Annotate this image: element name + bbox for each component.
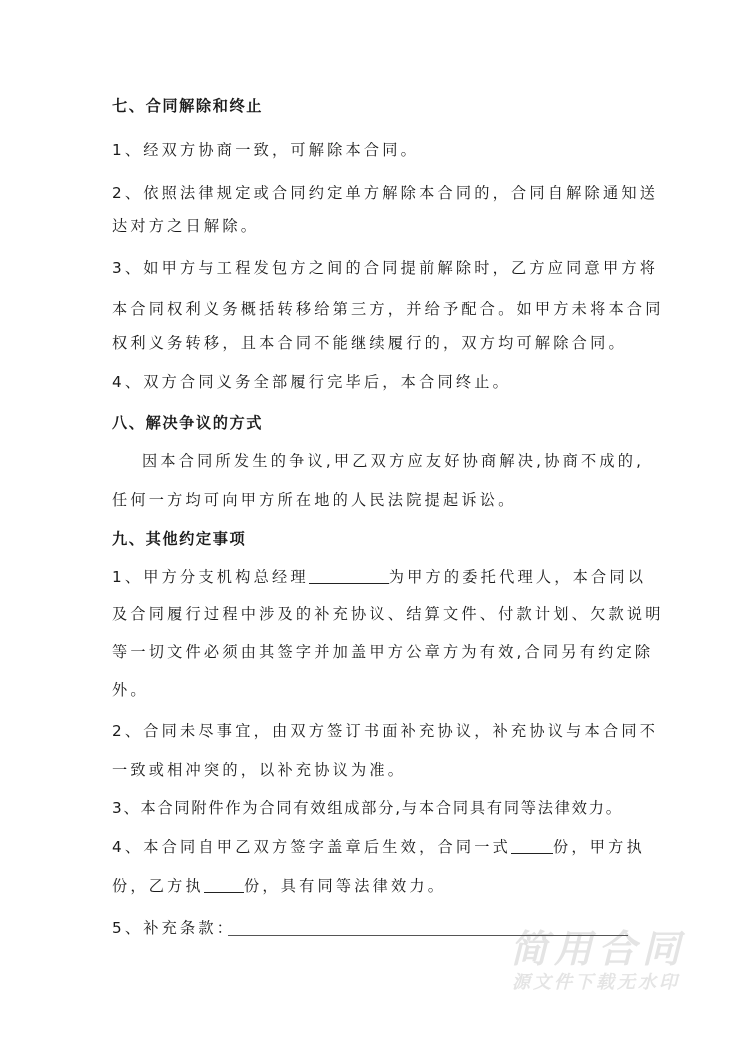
section-8-heading: 八、解决争议的方式: [112, 414, 264, 432]
section-9-item-2-line-1: 2、合同未尽事宜，由双方签订书面补充协议，补充协议与本合同不: [112, 722, 659, 740]
section-9-heading: 九、其他约定事项: [112, 530, 247, 548]
item-1-text-b: 为甲方的委托代理人，本合同以: [388, 568, 647, 586]
supplementary-terms-blank[interactable]: [228, 935, 628, 936]
agent-name-blank[interactable]: [309, 567, 389, 584]
watermark-title: 简用合同: [510, 927, 687, 971]
item-4-text-c: 份，乙方执: [112, 877, 204, 895]
section-9-item-1-line-1: [112, 567, 646, 587]
copies-party-b-blank[interactable]: [204, 876, 244, 893]
section-7-item-3-line-1: 3、如甲方与工程发包方之间的合同提前解除时，乙方应同意甲方将: [112, 259, 659, 277]
section-9-item-1-line-2: 及合同履行过程中涉及的补充协议、结算文件、付款计划、欠款说明: [112, 605, 664, 623]
item-4-text-a: 4、本合同自甲乙双方签字盖章后生效，合同一式: [112, 838, 512, 856]
section-8-paragraph-line-1: 因本合同所发生的争议,甲乙双方应友好协商解决,协商不成的,: [142, 452, 645, 470]
section-7-item-1: 1、经双方协商一致，可解除本合同。: [112, 141, 420, 159]
item-4-text-d: 份，具有同等法律效力。: [243, 877, 447, 895]
section-9-item-1-line-4: 外。: [112, 681, 149, 699]
section-7-heading: 七、合同解除和终止: [112, 97, 264, 115]
section-9-item-3: 3、本合同附件作为合同有效组成部分,与本合同具有同等法律效力。: [112, 799, 623, 817]
copies-total-blank[interactable]: [511, 837, 553, 854]
section-9-item-4-line-2: [112, 876, 446, 896]
section-9-item-2-line-2: 一致或相冲突的，以补充协议为准。: [112, 761, 407, 779]
section-7-item-2-line-2: 达对方之日解除。: [112, 217, 260, 235]
item-4-text-b: 份，甲方执: [553, 838, 645, 856]
section-7-item-4: 4、双方合同义务全部履行完毕后，本合同终止。: [112, 373, 512, 391]
section-8-paragraph-line-2: 任何一方均可向甲方所在地的人民法院提起诉讼。: [112, 491, 517, 509]
section-7-item-2-line-1: 2、依照法律规定或合同约定单方解除本合同的，合同自解除通知送: [112, 184, 659, 202]
section-7-item-3-line-3: 权利义务转移，且本合同不能继续履行的，双方均可解除合同。: [112, 334, 627, 352]
section-7-item-3-line-2: 本合同权利义务概括转移给第三方，并给予配合。如甲方未将本合同: [112, 300, 664, 318]
section-9-item-1-line-3: 等一切文件必须由其签字并加盖甲方公章方为有效,合同另有约定除: [112, 643, 654, 661]
section-9-item-4-line-1: [112, 837, 645, 857]
item-1-text-a: 1、甲方分支机构总经理: [112, 568, 309, 586]
watermark-subtitle: 源文件下载无水印: [512, 972, 680, 993]
section-9-item-5-label: 5、补充条款：: [112, 919, 236, 937]
